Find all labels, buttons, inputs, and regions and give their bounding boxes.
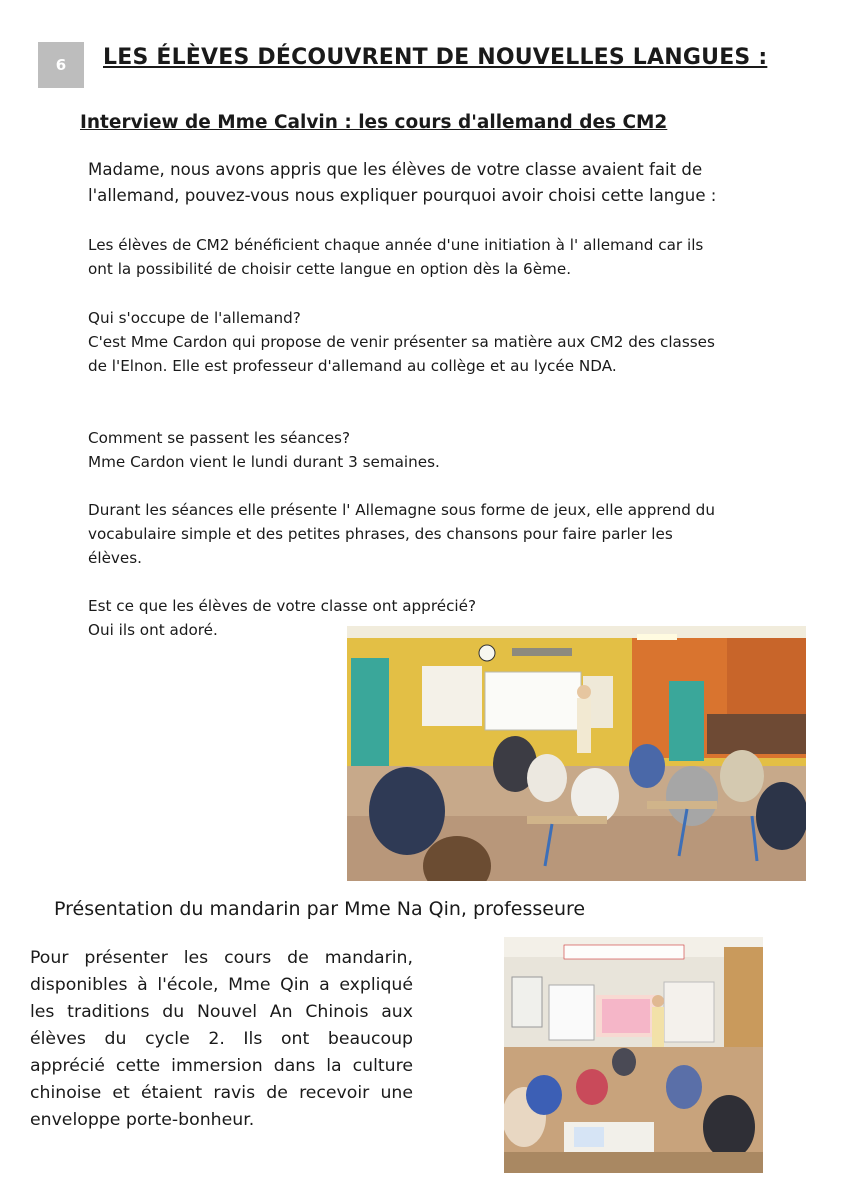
interview-question-1: Madame, nous avons appris que les élèves de votre classe avaient fait de l'allemand, pouvez-vous nous expliquer pourquoi avoir choisi cette langue : [88, 160, 717, 205]
interview-question-2: Qui s'occupe de l'allemand? C'est Mme Cardon qui propose de venir présenter sa matière aux CM2 des classes de l'Elnon. Elle est professeur d'allemand au collège et au lycée NDA. [88, 309, 715, 375]
interview-answer-1: Les élèves de CM2 bénéficient chaque année d'une initiation à l' allemand car ils ont la possibilité de choisir cette langue en option dès la 6ème. [88, 236, 704, 278]
german-class-photo [347, 626, 806, 881]
page-title: LES ÉLÈVES DÉCOUVRENT DE NOUVELLES LANGUES : [103, 45, 768, 70]
interview-title: Interview de Mme Calvin : les cours d'allemand des CM2 [80, 112, 668, 133]
interview-question-4: Est ce que les élèves de votre classe ont apprécié? Oui ils ont adoré. [88, 597, 477, 639]
mandarin-text: Pour présenter les cours de mandarin, disponibles à l'école, Mme Qin a expliqué les traditions du Nouvel An Chinois aux élèves du cycle 2. Ils ont beaucoup apprécié cette immersion dans la culture chinoise et étaient ravis de recevoir une enveloppe porte-bonheur. [30, 948, 413, 1130]
mandarin-class-photo [504, 937, 763, 1173]
interview-question-3: Comment se passent les séances? Mme Cardon vient le lundi durant 3 semaines. [88, 429, 440, 471]
interview-answer-3: Durant les séances elle présente l' Allemagne sous forme de jeux, elle apprend du vocabulaire simple et des petites phrases, des chansons pour faire parler les élèves. [88, 501, 715, 567]
page-number: 6 [38, 42, 84, 88]
mandarin-title: Présentation du mandarin par Mme Na Qin, professeure [54, 898, 586, 920]
